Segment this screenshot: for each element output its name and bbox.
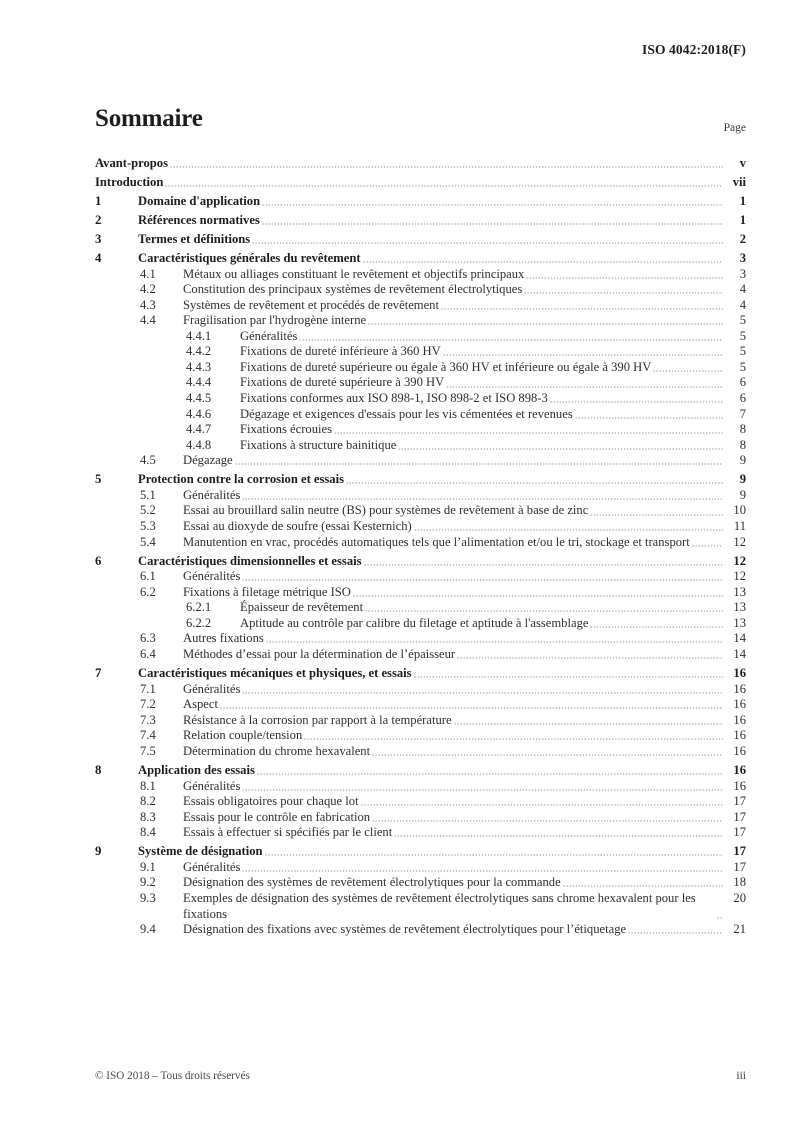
toc-entry-page-number: 8: [739, 422, 746, 437]
toc-entry-title: Généralités: [183, 778, 241, 793]
toc-entry-number: 1: [95, 193, 102, 208]
toc-entry[interactable]: [95, 554, 746, 570]
toc-entry[interactable]: [95, 631, 746, 647]
toc-entry-body: [183, 647, 746, 663]
toc-entry-body: [183, 682, 746, 698]
toc-entry-page-number: 6: [739, 391, 746, 406]
toc-entry[interactable]: [95, 569, 746, 585]
toc-entry[interactable]: [95, 779, 746, 795]
toc-leader-dots: [242, 685, 723, 695]
toc-entry-title: Métaux ou alliages constituant le revêtement et objectifs principaux: [183, 266, 525, 281]
toc-entry-title: Protection contre la corrosion et essais: [138, 472, 345, 487]
page-footer: [95, 1070, 746, 1082]
toc-leader-dots: [262, 216, 723, 226]
toc-leader-dots: [717, 910, 723, 920]
toc-leader-dots: [454, 716, 723, 726]
toc-entry[interactable]: [95, 438, 746, 454]
toc-entry-title: Relation couple/tension: [183, 728, 303, 743]
toc-entry-title: Fixations de dureté supérieure à 390 HV: [240, 375, 445, 390]
toc-entry[interactable]: [95, 891, 746, 922]
toc-entry-title: Généralités: [240, 328, 298, 343]
toc-leader-dots: [235, 456, 723, 466]
toc-leader-dots: [524, 285, 723, 295]
toc-entry-number: 5: [95, 472, 102, 487]
toc-entry-page-number: 13: [733, 615, 746, 630]
toc-entry-body: [240, 407, 746, 423]
page-title: Sommaire: [95, 105, 203, 132]
toc-leader-dots: [526, 270, 723, 280]
toc-entry-page-number: 3: [739, 251, 746, 266]
toc-entry-page-number: 12: [733, 569, 746, 584]
toc-entry-page-number: 14: [733, 631, 746, 646]
toc-entry[interactable]: [95, 794, 746, 810]
toc-entry-number: 5.4: [140, 534, 156, 549]
toc-entry-body: [183, 585, 746, 601]
toc-entry[interactable]: [95, 472, 746, 488]
toc-entry-body: [183, 569, 746, 585]
toc-entry-number: 8.1: [140, 778, 156, 793]
toc-entry-body: [183, 810, 746, 826]
toc-entry-page-number: 9: [739, 487, 746, 502]
toc-entry-page-number: 5: [739, 359, 746, 374]
toc-entry[interactable]: [95, 453, 746, 469]
toc-entry-body: [183, 519, 746, 535]
toc-entry-title: Généralités: [183, 487, 241, 502]
toc-entry-page-number: 16: [733, 778, 746, 793]
toc-entry-body: [183, 282, 746, 298]
toc-leader-dots: [265, 847, 723, 857]
toc-entry-page-number: 8: [739, 437, 746, 452]
toc-entry-number: 9.3: [140, 890, 156, 905]
toc-entry-body: [95, 175, 746, 191]
toc-entry-page-number: 13: [733, 600, 746, 615]
toc-entry-body: [183, 922, 746, 938]
toc-entry-page-number: 13: [733, 584, 746, 599]
toc-entry[interactable]: [95, 666, 746, 682]
toc-entry-number: 8.2: [140, 794, 156, 809]
toc-entry-title: Fixations de dureté inférieure à 360 HV: [240, 344, 441, 359]
toc-entry-title: Fixations conformes aux ISO 898-1, ISO 898-2 et ISO 898-3: [240, 391, 548, 406]
toc-entry-body: [240, 344, 746, 360]
toc-entry-number: 4.4.6: [186, 406, 212, 421]
toc-entry-body: [138, 232, 746, 248]
toc-entry[interactable]: [95, 519, 746, 535]
toc-entry-title: Termes et définitions: [138, 231, 251, 246]
toc-entry-body: [138, 472, 746, 488]
toc-entry-title: Introduction: [95, 174, 164, 189]
toc-entry-page-number: 4: [739, 282, 746, 297]
toc-entry[interactable]: [95, 194, 746, 210]
toc-leader-dots: [398, 441, 723, 451]
toc-entry-title: Autres fixations: [183, 631, 264, 646]
toc-entry[interactable]: [95, 391, 746, 407]
toc-leader-dots: [334, 425, 723, 435]
toc-leader-dots: [692, 538, 723, 548]
toc-leader-dots: [628, 925, 723, 935]
toc-entry-page-number: vii: [732, 174, 746, 189]
toc-entry-number: 9.2: [140, 875, 156, 890]
toc-entry-number: 4.1: [140, 266, 156, 281]
toc-entry-page-number: 11: [733, 519, 746, 533]
toc-entry-title: Généralités: [183, 681, 241, 696]
toc-entry-page-number: 10: [733, 503, 746, 518]
toc-entry-number: 2: [95, 212, 102, 227]
toc-leader-dots: [165, 178, 723, 188]
toc-entry-number: 4: [95, 251, 102, 266]
toc-entry-number: 9.4: [140, 922, 156, 937]
toc-entry[interactable]: [95, 600, 746, 616]
toc-entry-title: Fixations écrouies: [240, 422, 332, 437]
toc-entry-body: [183, 779, 746, 795]
toc-entry-body: [240, 375, 746, 391]
toc-entry[interactable]: [95, 156, 746, 172]
toc-entry-title: Systèmes de revêtement et procédés de revêtement: [183, 297, 439, 312]
toc-entry-number: 7: [95, 666, 102, 681]
toc-leader-dots: [443, 347, 723, 357]
toc-entry[interactable]: [95, 860, 746, 876]
toc-entry-title: Essais à effectuer si spécifiés par le client: [183, 825, 393, 840]
toc-entry-body: [183, 728, 746, 744]
toc-entry[interactable]: [95, 844, 746, 860]
toc-leader-dots: [266, 634, 723, 644]
toc-entry-page-number: 5: [739, 313, 746, 328]
toc-leader-dots: [590, 619, 723, 629]
document-header-id: ISO 4042:2018(F): [642, 42, 746, 57]
toc-entry-body: [240, 329, 746, 345]
toc-entry-page-number: 16: [733, 681, 746, 696]
toc-entry-number: 5.3: [140, 519, 156, 533]
toc-entry-page-number: 17: [733, 859, 746, 874]
toc-entry-body: [138, 666, 746, 682]
toc-entry[interactable]: [95, 298, 746, 314]
toc-entry-title: Généralités: [183, 569, 241, 584]
toc-entry-page-number: 5: [739, 328, 746, 343]
toc-entry-title: Dégazage et exigences d'essais pour les vis cémentées et revenues: [240, 406, 573, 421]
toc-entry-body: [183, 860, 746, 876]
toc-entry-number: 9.1: [140, 859, 156, 874]
copyright-notice: © ISO 2018 – Tous droits réservés: [95, 1070, 250, 1082]
toc-leader-dots: [372, 813, 723, 823]
toc-entry-body: [138, 763, 746, 779]
toc-entry-title: Références normatives: [138, 212, 260, 227]
toc-entry-body: [183, 488, 746, 504]
toc-entry[interactable]: [95, 810, 746, 826]
toc-entry-page-number: 17: [733, 809, 746, 824]
toc-entry-body: [240, 438, 746, 454]
toc-entry-number: 7.4: [140, 728, 156, 743]
toc-entry-title: Résistance à la corrosion par rapport à la température: [183, 712, 452, 727]
toc-entry-number: 4.4: [140, 313, 156, 328]
toc-entry[interactable]: [95, 232, 746, 248]
toc-entry-page-number: 17: [733, 825, 746, 840]
toc-leader-dots: [414, 669, 723, 679]
toc-leader-dots: [363, 254, 723, 264]
toc-entry-title: Essais obligatoires pour chaque lot: [183, 794, 359, 809]
toc-leader-dots: [575, 410, 723, 420]
toc-entry-body: [138, 213, 746, 229]
toc-leader-dots: [242, 572, 723, 582]
toc-entry-page-number: 16: [733, 728, 746, 743]
toc-entry-title: Manutention en vrac, procédés automatiques tels que l’alimentation et/ou le tri, stockage et transport: [183, 534, 690, 549]
toc-entry[interactable]: [95, 763, 746, 779]
toc-leader-dots: [257, 766, 723, 776]
toc-leader-dots: [394, 828, 723, 838]
toc-entry-title: Avant-propos: [95, 156, 169, 170]
toc-entry[interactable]: [95, 922, 746, 938]
toc-entry-body: [183, 713, 746, 729]
toc-entry[interactable]: [95, 175, 746, 191]
toc-entry-body: [183, 313, 746, 329]
toc-entry-number: 9: [95, 844, 102, 859]
toc-entry-body: [183, 825, 746, 841]
toc-entry[interactable]: [95, 585, 746, 601]
toc-entry-page-number: 7: [739, 406, 746, 421]
toc-entry-number: 4.4.8: [186, 437, 212, 452]
toc-entry-title: Désignation des systèmes de revêtement électrolytiques pour la commande: [183, 875, 561, 890]
toc-entry-body: [183, 744, 746, 760]
toc-entry-body: [183, 298, 746, 314]
toc-entry-title: Méthodes d’essai pour la détermination de l’épaisseur: [183, 646, 456, 661]
toc-entry[interactable]: [95, 535, 746, 551]
toc-entry-title: Dégazage: [183, 453, 233, 468]
toc-entry-title: Généralités: [183, 859, 241, 874]
toc-entry-page-number: 17: [733, 794, 746, 809]
toc-entry-title: Système de désignation: [138, 844, 263, 859]
toc-entry-page-number: 16: [733, 743, 746, 758]
toc-entry-title: Épaisseur de revêtement: [240, 600, 364, 615]
toc-entry-title: Fixations de dureté supérieure ou égale à 360 HV et inférieure ou égale à 390 HV: [240, 359, 652, 374]
toc-entry-page-number: 21: [733, 922, 746, 937]
toc-entry-number: 7.5: [140, 743, 156, 758]
toc-leader-dots: [653, 363, 723, 373]
table-of-contents: [95, 156, 746, 938]
toc-entry[interactable]: [95, 313, 746, 329]
toc-leader-dots: [441, 301, 723, 311]
toc-entry-number: 5.2: [140, 503, 156, 518]
toc-entry[interactable]: [95, 282, 746, 298]
toc-entry-page-number: 20: [733, 890, 746, 905]
toc-entry[interactable]: [95, 875, 746, 891]
toc-entry-number: 7.1: [140, 681, 156, 696]
toc-entry-number: 7.3: [140, 712, 156, 727]
toc-entry[interactable]: [95, 360, 746, 376]
page-column-label: Page: [723, 122, 746, 134]
toc-entry[interactable]: [95, 375, 746, 391]
toc-entry-title: Fragilisation par l'hydrogène interne: [183, 313, 367, 328]
toc-entry-number: 4.2: [140, 282, 156, 297]
toc-leader-dots: [262, 197, 723, 207]
toc-entry-page-number: 1: [739, 193, 746, 208]
toc-leader-dots: [242, 782, 723, 792]
toc-entry-body: [240, 600, 746, 616]
toc-entry-body: [183, 453, 746, 469]
toc-entry-number: 4.5: [140, 453, 156, 468]
toc-entry-title: Désignation des fixations avec systèmes de revêtement électrolytiques pour l’étiquetage: [183, 922, 627, 937]
toc-entry-body: [240, 391, 746, 407]
toc-entry[interactable]: [95, 825, 746, 841]
toc-entry-number: 4.4.7: [186, 422, 212, 437]
toc-leader-dots: [372, 747, 723, 757]
toc-entry-body: [183, 535, 746, 551]
toc-entry-body: [138, 194, 746, 210]
toc-entry-page-number: 16: [733, 666, 746, 681]
toc-leader-dots: [563, 878, 723, 888]
toc-entry-title: Essai au dioxyde de soufre (essai Kesternich): [183, 519, 412, 533]
toc-leader-dots: [368, 316, 723, 326]
toc-leader-dots: [365, 603, 723, 613]
toc-entry-page-number: 1: [739, 212, 746, 227]
toc-entry[interactable]: [95, 488, 746, 504]
toc-entry[interactable]: [95, 697, 746, 713]
toc-entry-number: 6.4: [140, 646, 156, 661]
toc-entry-body: [183, 503, 746, 519]
toc-entry-number: 6.2.2: [186, 615, 212, 630]
page-folio: iii: [736, 1070, 746, 1082]
toc-entry-title: Fixations à structure bainitique: [240, 437, 397, 452]
toc-entry-number: 7.2: [140, 697, 156, 712]
toc-entry-title: Détermination du chrome hexavalent: [183, 743, 371, 758]
toc-leader-dots: [242, 491, 723, 501]
toc-entry[interactable]: [95, 616, 746, 632]
toc-entry-body: [183, 875, 746, 891]
toc-leader-dots: [299, 332, 723, 342]
toc-entry-body: [183, 267, 746, 283]
toc-entry-body: [240, 360, 746, 376]
toc-entry-page-number: 3: [739, 266, 746, 281]
toc-leader-dots: [457, 650, 723, 660]
toc-entry-body: [138, 554, 746, 570]
toc-entry-number: 5.1: [140, 487, 156, 502]
toc-entry-body: [183, 631, 746, 647]
toc-entry-title: Caractéristiques dimensionnelles et essais: [138, 553, 362, 568]
toc-leader-dots: [252, 235, 723, 245]
toc-leader-dots: [220, 700, 723, 710]
toc-entry-title: Essais pour le contrôle en fabrication: [183, 809, 371, 824]
toc-entry-page-number: 12: [733, 534, 746, 549]
toc-leader-dots: [446, 379, 723, 389]
toc-leader-dots: [590, 507, 723, 517]
toc-entry-page-number: 12: [733, 553, 746, 568]
toc-entry-title: Constitution des principaux systèmes de revêtement électrolytiques: [183, 282, 523, 297]
toc-entry-body: [138, 844, 746, 860]
toc-leader-dots: [170, 159, 723, 169]
toc-entry-title: Exemples de désignation des systèmes de revêtement électrolytiques sans chrome hexavalent pour les fixations: [183, 890, 696, 921]
toc-entry-number: 6.1: [140, 569, 156, 584]
toc-entry-title: Domaine d'application: [138, 193, 261, 208]
toc-leader-dots: [346, 475, 723, 485]
toc-entry[interactable]: [95, 713, 746, 729]
toc-entry[interactable]: [95, 251, 746, 267]
toc-leader-dots: [353, 588, 723, 598]
toc-entry-page-number: 16: [733, 712, 746, 727]
toc-entry[interactable]: [95, 422, 746, 438]
toc-leader-dots: [414, 522, 723, 532]
toc-entry-page-number: v: [739, 156, 746, 170]
toc-entry-page-number: 18: [733, 875, 746, 890]
toc-entry-number: 4.4.3: [186, 359, 212, 374]
toc-entry-number: 8.3: [140, 809, 156, 824]
toc-entry[interactable]: [95, 647, 746, 663]
toc-entry-number: 6.2.1: [186, 600, 212, 615]
toc-entry[interactable]: [95, 344, 746, 360]
toc-leader-dots: [364, 557, 723, 567]
toc-entry-page-number: 16: [733, 697, 746, 712]
toc-entry-number: 6.2: [140, 584, 156, 599]
toc-entry-number: 8.4: [140, 825, 156, 840]
toc-entry-page-number: 17: [733, 844, 746, 859]
toc-entry-title: Caractéristiques générales du revêtement: [138, 251, 361, 266]
toc-entry[interactable]: [95, 744, 746, 760]
toc-entry-page-number: 2: [739, 231, 746, 246]
toc-entry-number: 4.4.4: [186, 375, 212, 390]
toc-leader-dots: [304, 731, 723, 741]
toc-entry-number: 4.4.2: [186, 344, 212, 359]
toc-leader-dots: [550, 394, 723, 404]
toc-entry-title: Application des essais: [138, 762, 255, 777]
toc-entry-body: [95, 156, 746, 172]
toc-entry[interactable]: [95, 329, 746, 345]
toc-entry-body: [240, 616, 746, 632]
toc-leader-dots: [242, 863, 723, 873]
toc-entry[interactable]: [95, 503, 746, 519]
toc-entry-page-number: 5: [739, 344, 746, 359]
toc-entry-page-number: 6: [739, 375, 746, 390]
toc-entry[interactable]: [95, 682, 746, 698]
toc-entry-number: 4.3: [140, 297, 156, 312]
toc-entry-body: [138, 251, 746, 267]
toc-entry-number: 3: [95, 231, 102, 246]
toc-entry[interactable]: [95, 728, 746, 744]
toc-entry-body: [183, 891, 746, 922]
title-row: [95, 104, 746, 138]
toc-entry-title: Essai au brouillard salin neutre (BS) pour systèmes de revêtement à base de zinc: [183, 503, 589, 518]
toc-entry-number: 6: [95, 553, 102, 568]
toc-entry-page-number: 14: [733, 646, 746, 661]
toc-entry-page-number: 9: [739, 472, 746, 487]
toc-entry-title: Aspect: [183, 697, 218, 712]
toc-entry[interactable]: [95, 267, 746, 283]
toc-entry-title: Fixations à filetage métrique ISO: [183, 584, 351, 599]
toc-entry-title: Caractéristiques mécaniques et physiques, et essais: [138, 666, 412, 681]
toc-entry-body: [183, 794, 746, 810]
toc-entry-number: 8: [95, 762, 102, 777]
toc-entry-number: 4.4.1: [186, 328, 212, 343]
toc-leader-dots: [361, 797, 723, 807]
toc-entry-body: [240, 422, 746, 438]
toc-entry[interactable]: [95, 213, 746, 229]
toc-entry-page-number: 9: [739, 453, 746, 468]
toc-entry-number: 4.4.5: [186, 391, 212, 406]
toc-entry-title: Aptitude au contrôle par calibre du filetage et aptitude à l'assemblage: [240, 615, 589, 630]
toc-entry-page-number: 4: [739, 297, 746, 312]
toc-entry-page-number: 16: [733, 762, 746, 777]
toc-entry-body: [183, 697, 746, 713]
toc-entry-number: 6.3: [140, 631, 156, 646]
toc-entry[interactable]: [95, 407, 746, 423]
